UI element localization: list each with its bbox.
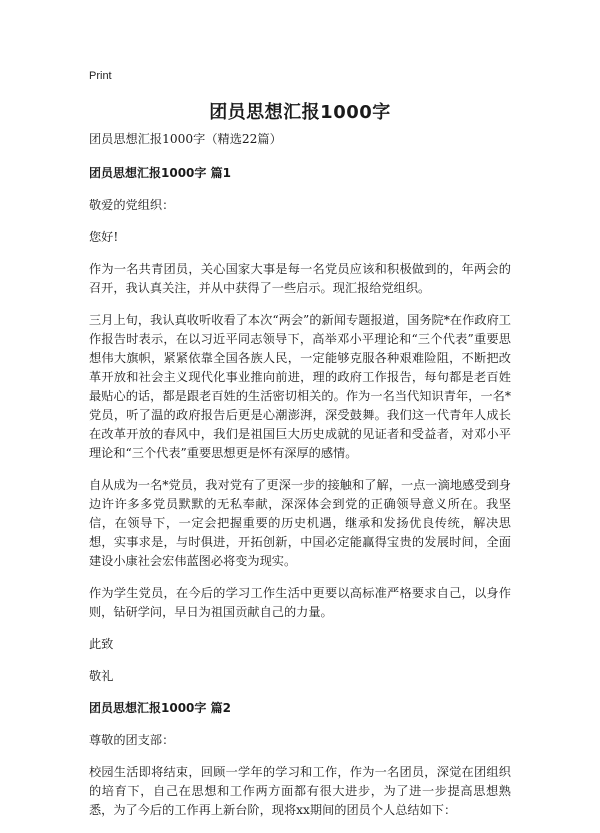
salutation-2: 尊敬的团支部： (89, 733, 175, 747)
greeting-1: 您好! (89, 230, 119, 244)
paragraph-1-4: 作为学生党员，在今后的学习工作生活中更要以高标准严格要求自己，以身作则，钻研学问，早日为祖国贡献自己的力量。 (89, 586, 511, 619)
paragraph-1-3: 自从成为一名*党员，我对党有了更深一步的接触和了解，一点一滴地感受到身边许许多多党员默默的无私奉献，深深体会到党的正确领导意义所在。我坚信，在领导下，一定会把握重要的历史机遇，继承和发扬优良传统，解决思想，实事求是，与时俱进，开拓创新，中国必定能赢得宝贵的发展时间，全面建设小康社会宏伟蓝图必将变为现实。 (89, 478, 511, 568)
paragraph-2-1: 校园生活即将结束，回顾一学年的学习和工作，作为一名团员，深觉在团组织的培育下，自己在思想和工作两方面都有很大进步，为了进一步提高思想熟悉，为了今后的工作再上新台阶，现将xx期间的团员个人总结如下： (89, 765, 511, 817)
paragraph-1-2: 三月上旬，我认真收听收看了本次“两会”的新闻专题报道，国务院*在作政府工作报告时表示，在以习近平同志领导下，高举邓小平理论和“三个代表”重要思想伟大旗帜，紧紧依靠全国各族人民，一定能够克服各种艰难险阻，不断把改革开放和社会主义现代化事业推向前进，理的政府工作报告，每句都是老百姓最贴心的话，都是跟老百姓的生活密切相关的。作为一名当代知识青年，一名*党员，听了温的政府报告后更是心潮澎湃，深受鼓舞。我们这一代青年人成长在改革开放的春风中，我们是祖国巨大历史成就的见证者和受益者，对邓小平理论和“三个代表”重要思想更是怀有深厚的感情。 (89, 313, 511, 460)
salutation-1: 敬爱的党组织： (89, 198, 175, 212)
document-body (89, 130, 511, 833)
document-title: 团员思想汇报1000字 (209, 102, 391, 123)
closing-1: 此致 (89, 637, 114, 651)
section-heading-1: 团员思想汇报1000字 篇1 (89, 166, 231, 180)
closing-2: 敬礼 (89, 669, 114, 683)
document-subtitle: 团员思想汇报1000字（精选22篇） (89, 132, 282, 146)
print-link[interactable]: Print (89, 70, 112, 82)
paragraph-1-1: 作为一名共青团员，关心国家大事是每一名党员应该和积极做到的，年两会的召开，我认真关注，并从中获得了一些启示。现汇报给党组织。 (89, 262, 511, 295)
section-heading-2: 团员思想汇报1000字 篇2 (89, 701, 231, 715)
